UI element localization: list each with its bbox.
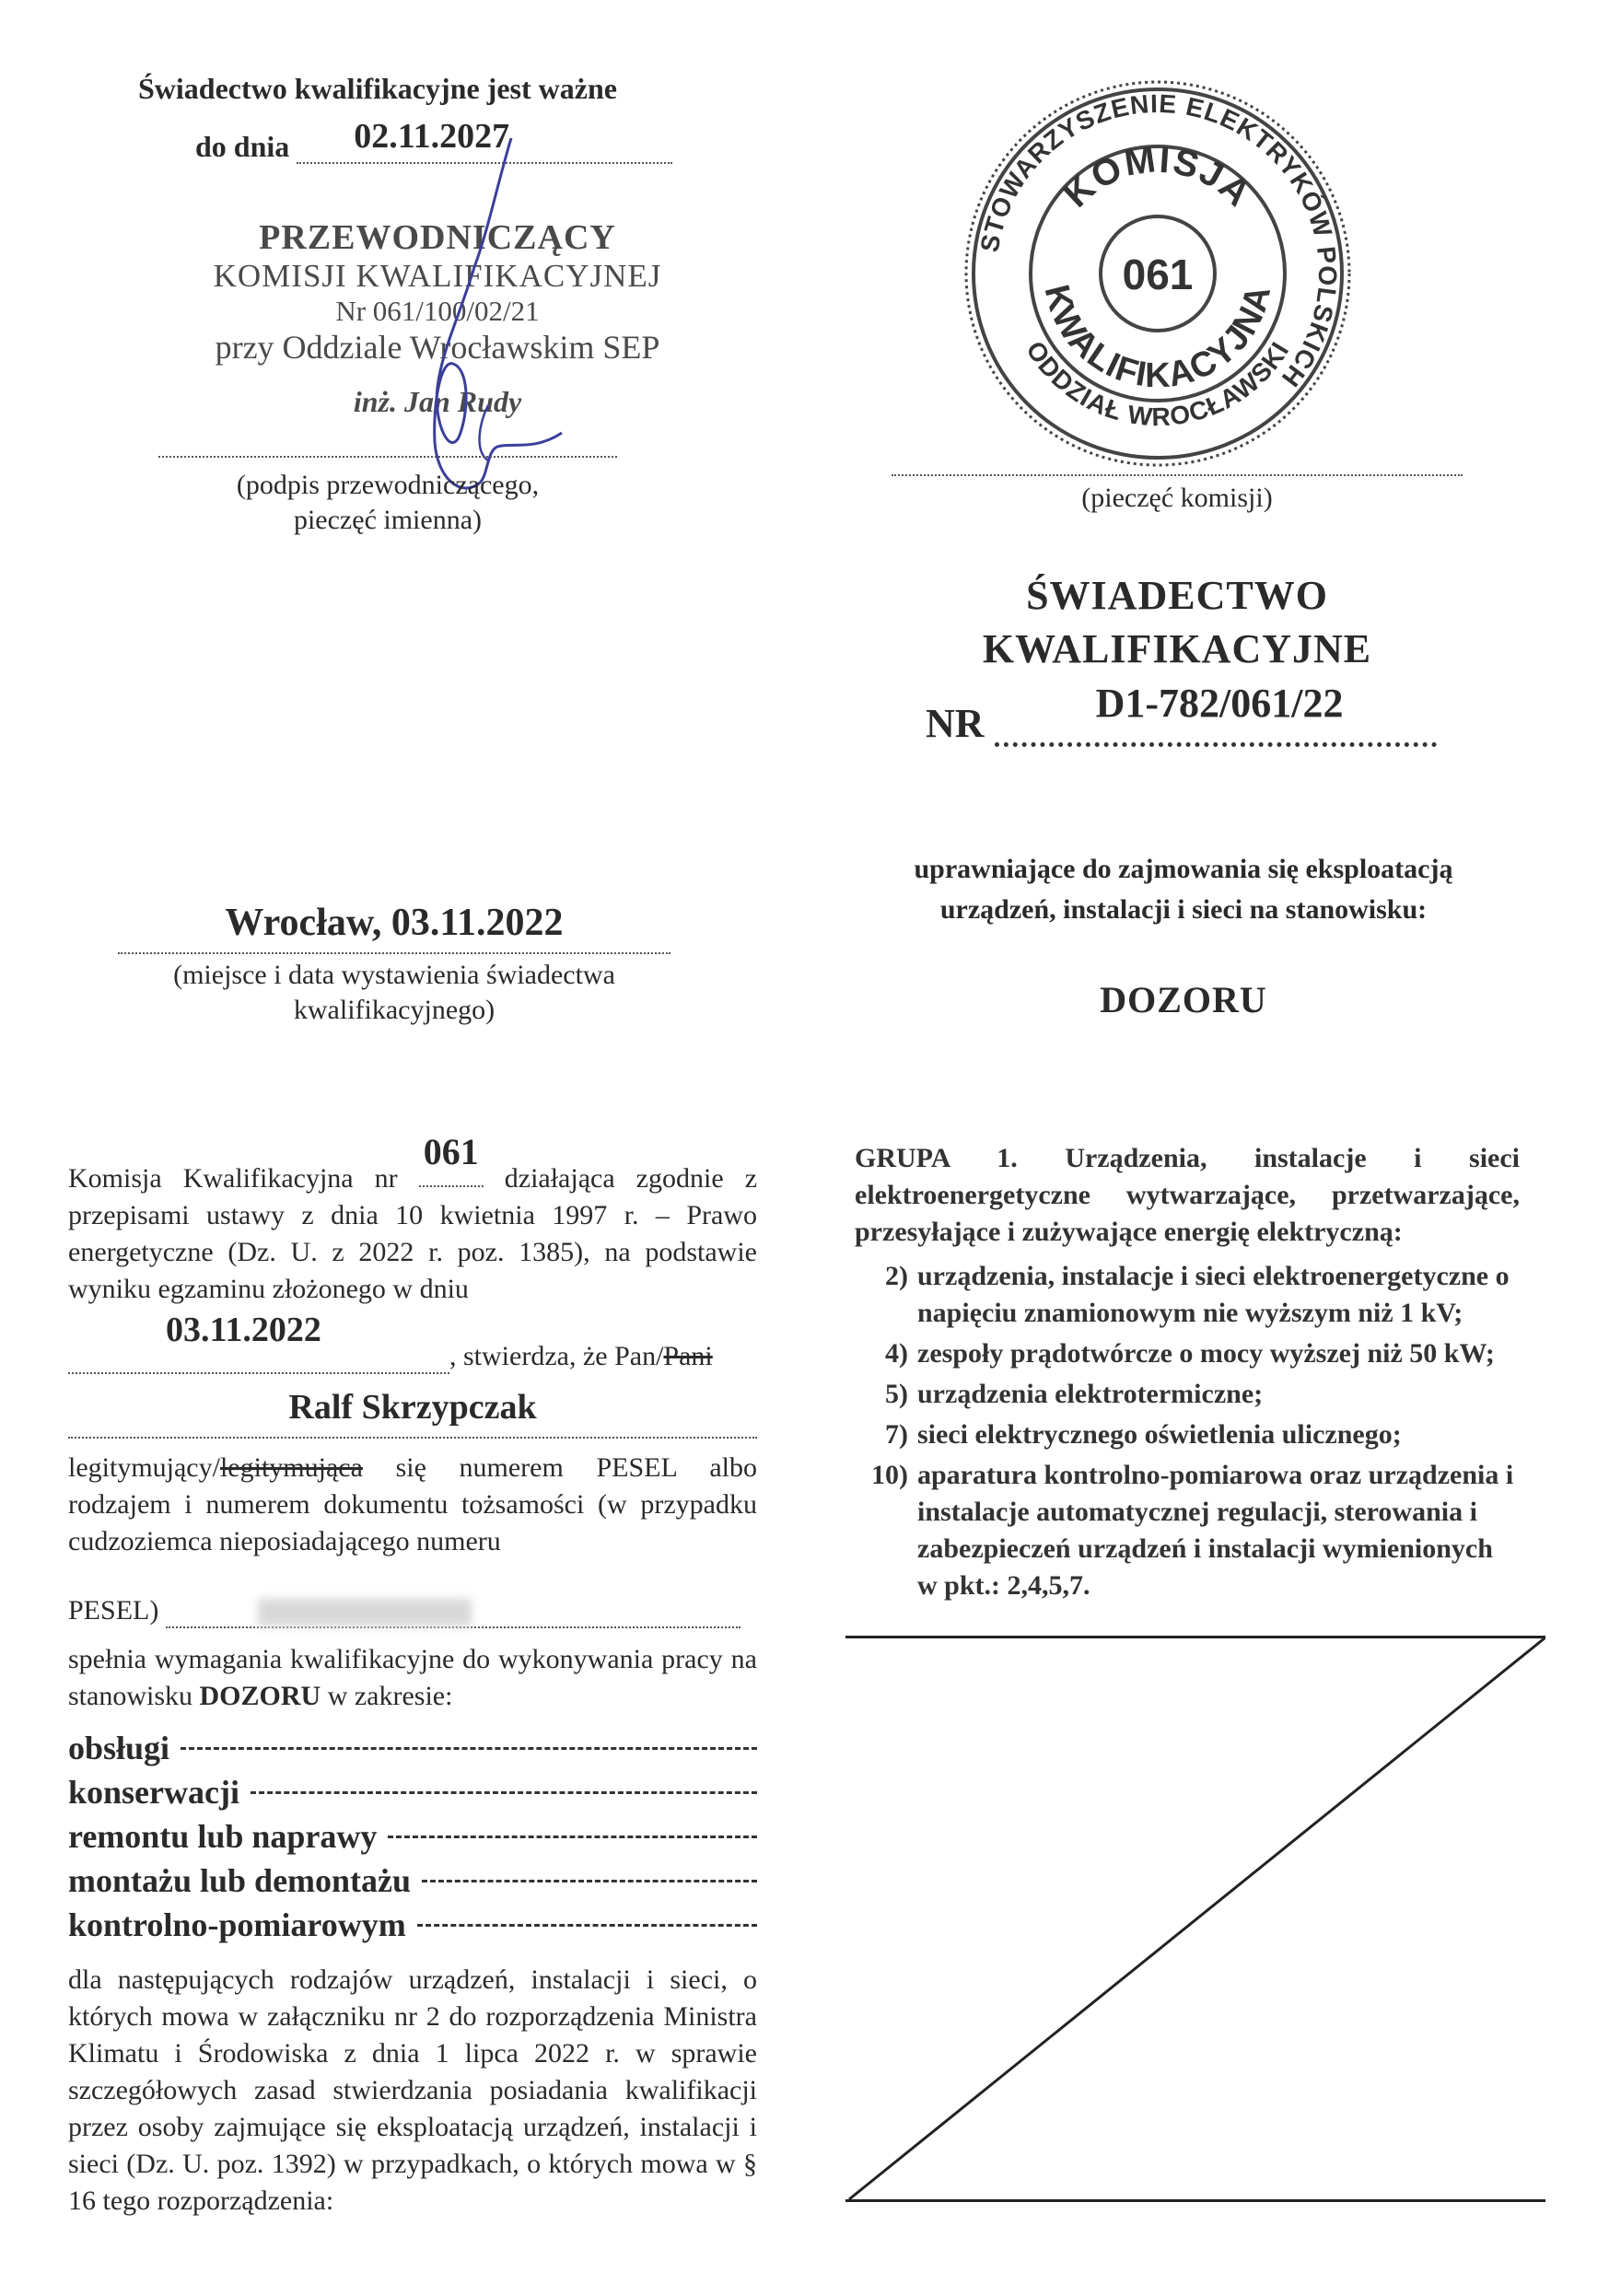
group-item <box>855 1416 1520 1453</box>
pesel-redacted <box>258 1599 472 1626</box>
group-item <box>855 1457 1520 1604</box>
scope-item <box>68 1726 757 1770</box>
person-name: Ralf Skrzypczak <box>288 1388 537 1427</box>
requirements-text-2: w zakresie: <box>327 1681 453 1711</box>
commission-prefix: Komisja Kwalifikacyjna nr <box>68 1163 398 1194</box>
scope-dash <box>251 1791 757 1794</box>
pesel-row <box>68 1595 740 1628</box>
place-date-caption <box>118 958 670 1028</box>
group-item-num: 4) <box>885 1338 908 1369</box>
scope-label: kontrolno-pomiarowym <box>68 1906 406 1943</box>
seal-number: 061 <box>1122 251 1194 298</box>
signature-caption-line1: (podpis przewodniczącego, <box>236 470 540 500</box>
commission-paragraph <box>68 1131 758 1308</box>
signature-line <box>158 456 617 458</box>
group-item-text: zespoły prądotwórcze o mocy wyższej niż 50 kW; <box>917 1338 1495 1369</box>
scope-label: konserwacji <box>68 1774 239 1811</box>
seal-inner-top: KOMISJA <box>1055 138 1260 216</box>
group-item <box>855 1258 1520 1332</box>
scope-label: obsługi <box>68 1730 170 1766</box>
id-struck: legitymująca <box>219 1452 363 1483</box>
certifies-row <box>68 1341 713 1374</box>
pesel-field <box>166 1595 740 1628</box>
requirements-paragraph <box>68 1641 757 1715</box>
group-item-num: 10) <box>871 1460 908 1490</box>
commission-seal-icon <box>960 76 1356 472</box>
entitlement-line1: uprawniające do zajmowania się eksploatacją <box>914 854 1453 884</box>
group-item <box>855 1376 1520 1413</box>
id-text: się numerem PESEL albo rodzajem i numerem dokumentu tożsamości (w przypadku cudzoziemca nieposiadającego numeru <box>68 1452 758 1556</box>
closing-text: dla następujących rodzajów urządzeń, instalacji i sieci, o których mowa w załączniku nr 2 do rozporządzenia Ministra Klimatu i Środowiska z dnia 1 lipca 2022 r. w sprawie szczegółowych zasad stwierdzania posiadania kwalifikacji przez osoby zajmujące się eksploatacją urządzeń, instalacji i sieci (Dz. U. poz. 1392) w przypadkach, o których mowa w § 16 tego rozporządzenia: <box>68 1964 757 2216</box>
place-date-line <box>118 952 670 954</box>
certificate-number-row <box>926 681 1437 747</box>
pani-struck: Pani <box>663 1341 713 1371</box>
commission-suffix: działająca zgodnie <box>504 1163 724 1194</box>
scope-label: montażu lub demontażu <box>68 1862 412 1899</box>
group-item-num: 5) <box>885 1379 908 1409</box>
requirements-position: DOZORU <box>199 1681 321 1711</box>
group-item-num: 2) <box>885 1261 908 1291</box>
chairman-stamp-line1: PRZEWODNICZĄCY <box>259 218 616 257</box>
validity-header: Świadectwo kwalifikacyjne jest ważne <box>138 72 617 105</box>
place-date-caption-line1: (miejsce i data wystawienia świadectwa <box>173 960 615 990</box>
signature-caption <box>158 468 617 538</box>
seal-caption: (pieczęć komisji) <box>1081 483 1273 513</box>
group-item-text: sieci elektrycznego oświetlenia ulicznego; <box>917 1419 1402 1450</box>
group-item-text: aparatura kontrolno-pomiarowa oraz urządzenia i instalacje automatycznej regulacji, sterowania i zabezpieczeń urządzeń i instalacji wymienionych w pkt.: 2,4,5,7. <box>917 1460 1514 1601</box>
certificate-number-label: NR <box>926 701 985 746</box>
commission-number: 061 <box>423 1131 479 1172</box>
id-prefix: legitymujący/ <box>68 1452 220 1483</box>
scope-item <box>68 1903 757 1947</box>
scope-dash <box>181 1747 757 1750</box>
scope-label: remontu lub naprawy <box>68 1818 378 1855</box>
entitlement-line2: urządzeń, instalacji i sieci na stanowisku: <box>939 894 1428 925</box>
position-title: DOZORU <box>1100 979 1267 1020</box>
group-heading: GRUPA 1. Urządzenia, instalacje i sieci elektroenergetyczne wytwarzające, przetwarzające, przesyłające i zużywające energię elektryczną: <box>855 1143 1520 1247</box>
exam-date: 03.11.2022 <box>166 1311 321 1349</box>
seal-inner-bottom: KWALIFIKACYJNA <box>1036 281 1279 396</box>
validity-until-label: do dnia <box>195 130 290 163</box>
scope-dash <box>417 1924 757 1927</box>
law-text: z przepisami ustawy z dnia 10 kwietnia 1997 r. – Prawo energetyczne (Dz. U. z 2022 r. poz. 1385), na podstawie wyniku egzaminu złożonego w dniu <box>68 1163 758 1304</box>
document-title <box>892 569 1463 676</box>
entitlement <box>866 849 1501 930</box>
group-item-num: 7) <box>885 1419 908 1450</box>
scope-list <box>68 1726 757 1947</box>
scope-item <box>68 1859 757 1903</box>
seal-outer-top: STOWARZYSZENIE ELEKTRYKÓW POLSKICH <box>974 88 1343 393</box>
group-item <box>855 1335 1520 1372</box>
strike-diagonal-icon <box>845 1636 1545 2201</box>
group-item-text: urządzenia elektrotermiczne; <box>917 1379 1264 1409</box>
place-date-caption-line2: kwalifikacyjnego) <box>293 995 496 1025</box>
group-item-text: urządzenia, instalacje i sieci elektroenergetyczne o napięciu znamionowym nie wyższym niż 1 kV; <box>917 1261 1510 1328</box>
person-name-line <box>68 1437 757 1439</box>
certifies-text: , stwierdza, że Pan/ <box>449 1341 664 1371</box>
requirements-text: spełnia wymagania kwalifikacyjne do wykonywania pracy na stanowisku <box>68 1644 757 1711</box>
signature-caption-line2: pieczęć imienna) <box>293 505 483 535</box>
document-title-line1: ŚWIADECTWO <box>1026 573 1328 618</box>
svg-text:KOMISJA <box>1056 139 1260 216</box>
group-items <box>855 1258 1520 1604</box>
id-paragraph <box>68 1450 757 1560</box>
commission-number-field <box>419 1131 484 1187</box>
scope-dash <box>388 1836 757 1838</box>
chairman-stamp-name: inż. Jan Rudy <box>353 385 522 418</box>
certificate-number: D1-782/061/22 <box>1095 681 1344 726</box>
seal-line <box>892 474 1463 476</box>
chairman-stamp-line4: przy Oddziale Wrocławskim SEP <box>215 329 660 366</box>
seal-outer-bottom: ODDZIAŁ WROCŁAWSKI <box>1020 335 1295 432</box>
signature-icon <box>350 129 589 516</box>
strike-rule-bottom <box>845 2199 1545 2202</box>
certificate-number-line <box>995 681 1437 747</box>
scope-item <box>68 1814 757 1859</box>
place-date: Wrocław, 03.11.2022 <box>225 902 564 944</box>
document-title-line2: KWALIFIKACYJNE <box>982 626 1372 671</box>
pesel-label: PESEL) <box>68 1595 159 1626</box>
chairman-stamp-line3: Nr 061/100/02/21 <box>335 295 540 327</box>
closing-paragraph <box>68 1962 757 2220</box>
chairman-stamp-line2: KOMISJI KWALIFIKACYJNEJ <box>213 258 662 294</box>
scope-dash <box>422 1880 757 1882</box>
group-section <box>855 1140 1520 1608</box>
exam-date-line <box>68 1341 449 1374</box>
validity-date: 02.11.2027 <box>354 117 510 156</box>
scope-item <box>68 1770 757 1814</box>
